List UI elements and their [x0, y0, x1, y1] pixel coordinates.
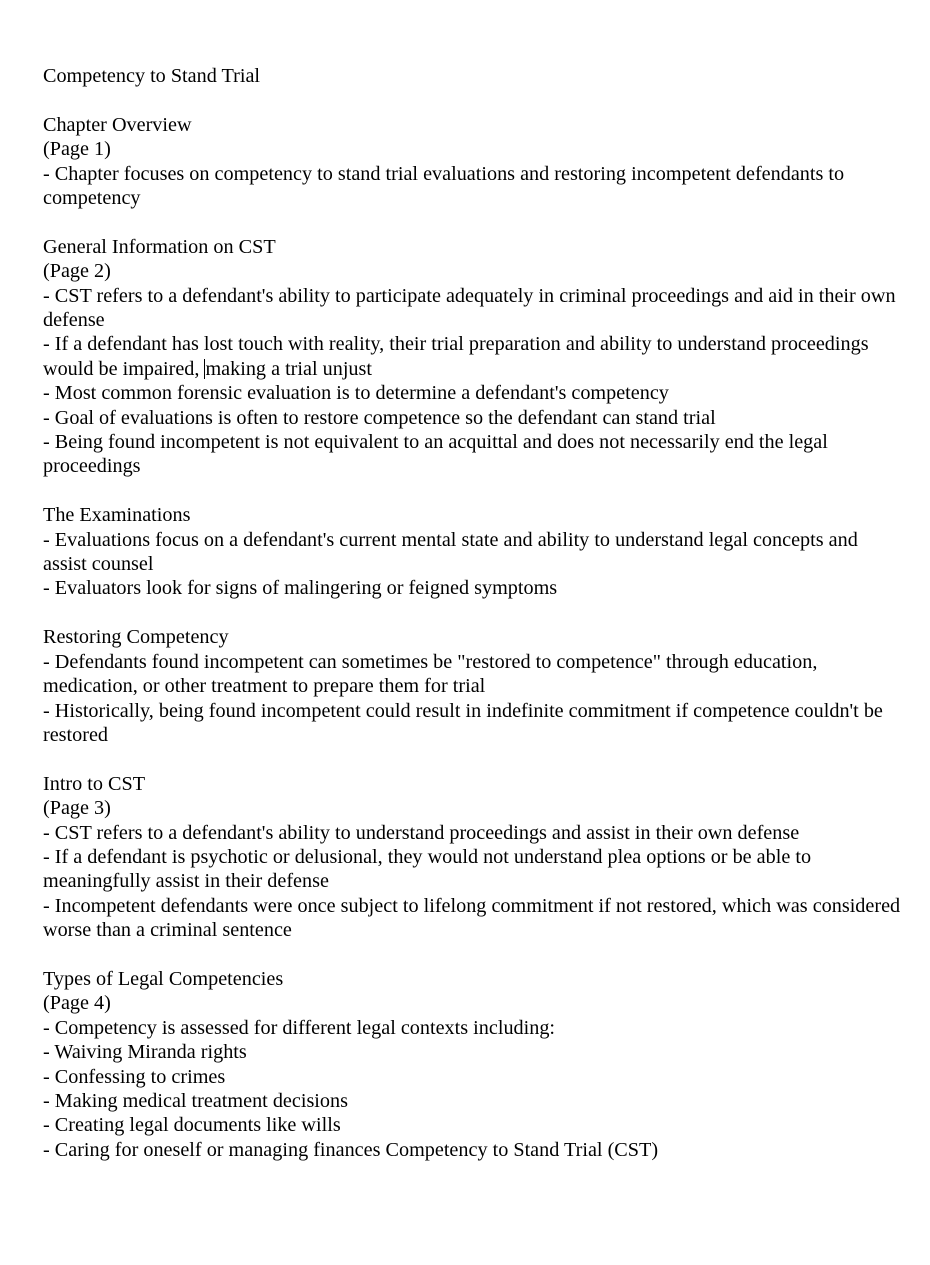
bullet-item: - Making medical treatment decisions [43, 1089, 348, 1112]
page-reference: (Page 2) [43, 260, 111, 283]
bullet-item-text-after-caret: making a trial unjust [205, 357, 372, 380]
bullet-item: - Defendants found incompetent can sometimes be "restored to competence" through education, medication, or other treatment to prepare them for trial [43, 650, 818, 698]
bullet-item: - Goal of evaluations is often to restore competence so the defendant can stand trial [43, 406, 716, 429]
bullet-item: - Caring for oneself or managing finances Competency to Stand Trial (CST) [43, 1138, 659, 1161]
section-intro-to-cst [43, 772, 903, 943]
page-reference: (Page 1) [43, 138, 111, 161]
section-the-examinations [43, 503, 903, 601]
section-heading: The Examinations [43, 504, 191, 527]
section-heading: Restoring Competency [43, 626, 229, 649]
bullet-item: - Competency is assessed for different legal contexts including: [43, 1016, 556, 1039]
bullet-item: - Waiving Miranda rights [43, 1041, 247, 1064]
bullet-item: - Chapter focuses on competency to stand trial evaluations and restoring incompetent defendants to competency [43, 162, 845, 210]
document-title: Competency to Stand Trial [43, 65, 261, 87]
bullet-item: - Creating legal documents like wills [43, 1114, 341, 1137]
section-types-of-legal-competencies [43, 967, 903, 1162]
section-heading: Types of Legal Competencies [43, 967, 284, 990]
section-general-information [43, 235, 903, 479]
document-body[interactable] [43, 64, 903, 1187]
bullet-item: - Historically, being found incompetent could result in indefinite commitment if competence couldn't be restored [43, 699, 883, 746]
bullet-item: - CST refers to a defendant's ability to participate adequately in criminal proceedings and aid in their own defense [43, 284, 896, 332]
section-heading: Intro to CST [43, 772, 146, 795]
bullet-item: - Evaluations focus on a defendant's current mental state and ability to understand legal concepts and assist counsel [43, 528, 858, 576]
bullet-item: - CST refers to a defendant's ability to understand proceedings and assist in their own defense [43, 821, 800, 844]
bullet-item: - Most common forensic evaluation is to determine a defendant's competency [43, 382, 669, 405]
section-heading: Chapter Overview [43, 113, 192, 136]
bullet-item-text: - If a defendant has lost touch with reality, their trial preparation and ability to understand proceedings would be impaired, [43, 333, 869, 380]
bullet-item: - Incompetent defendants were once subject to lifelong commitment if not restored, which was considered worse than a criminal sentence [43, 894, 901, 942]
bullet-item: - If a defendant is psychotic or delusional, they would not understand plea options or be able to meaningfully assist in their defense [43, 845, 812, 893]
page-reference: (Page 3) [43, 797, 111, 820]
section-chapter-overview [43, 113, 903, 211]
bullet-item: - Being found incompetent is not equivalent to an acquittal and does not necessarily end the legal proceedings [43, 431, 828, 478]
page-reference: (Page 4) [43, 992, 111, 1015]
section-heading: General Information on CST [43, 235, 276, 258]
section-restoring-competency [43, 625, 903, 747]
bullet-item: - Evaluators look for signs of malingering or feigned symptoms [43, 577, 558, 600]
bullet-item-with-caret [43, 332, 903, 381]
bullet-item: - Confessing to crimes [43, 1065, 226, 1088]
